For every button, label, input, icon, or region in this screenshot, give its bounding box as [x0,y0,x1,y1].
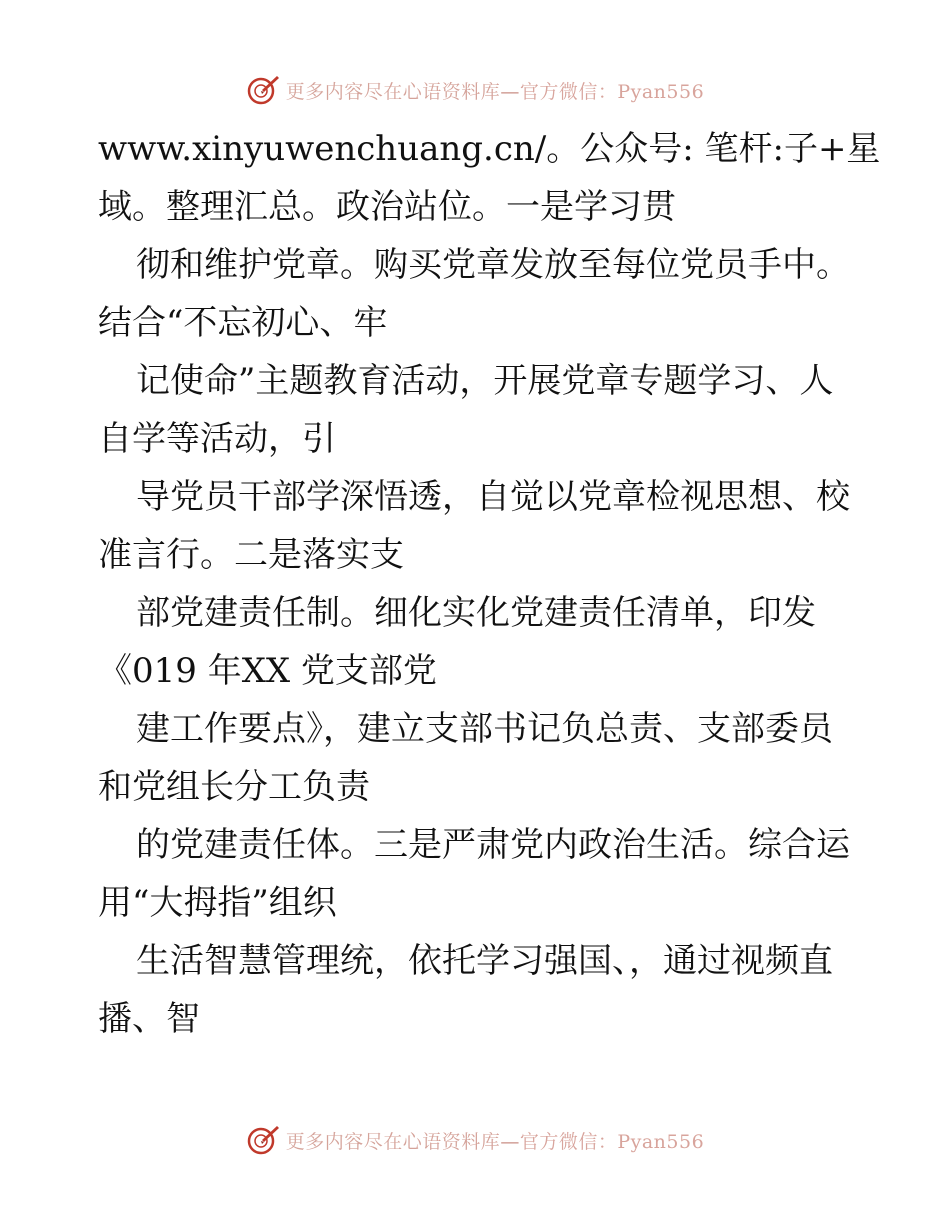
footer-banner [0,1120,950,1160]
body-line: 记使命”主题教育活动，开展党章专题学习、人 [136,361,834,401]
body-line: 自学等活动，引 [98,419,336,459]
body-line: 播、智 [98,999,200,1039]
body-line: 彻和维护党章。购买党章发放至每位党员手中。 [136,245,850,285]
body-line: 用“大拇指”组织 [98,883,337,923]
banner-dash: — [500,80,520,103]
brush-logo-icon [246,1123,280,1157]
body-line: 的党建责任体。三是严肃党内政治生活。综合运 [136,825,850,865]
brush-logo-icon [246,73,280,107]
wechat-label: 官方微信： [519,80,618,103]
body-line: 《019 年XX 党支部党 [98,651,437,691]
banner-title: 更多内容尽在心语资料库 [285,1130,501,1153]
body-line: 导党员干部学深悟透，自觉以党章检视思想、校 [136,477,850,517]
body-line: www.xinyuwenchuang.cn/。公众号: 笔杆:子+星 [98,129,881,169]
document-body [98,120,881,1048]
banner-text [286,1127,704,1154]
wechat-id: Pyan556 [617,1130,705,1153]
banner-dash: — [500,1130,520,1153]
banner-title: 更多内容尽在心语资料库 [285,80,501,103]
banner-text [286,77,704,104]
body-line: 建工作要点》，建立支部书记负总责、支部委员 [136,709,833,749]
body-line: 结合“不忘初心、牢 [98,303,388,343]
body-line: 生活智慧管理统，依托学习强国、，通过视频直 [136,941,833,981]
body-line: 和党组长分工负责 [98,767,370,807]
body-line: 域。整理汇总。政治站位。一是学习贯 [98,187,676,227]
wechat-id: Pyan556 [617,80,705,103]
wechat-label: 官方微信： [519,1130,618,1153]
header-banner [0,70,950,110]
body-line: 部党建责任制。细化实化党建责任清单，印发 [136,593,816,633]
body-line: 准言行。二是落实支 [98,535,404,575]
